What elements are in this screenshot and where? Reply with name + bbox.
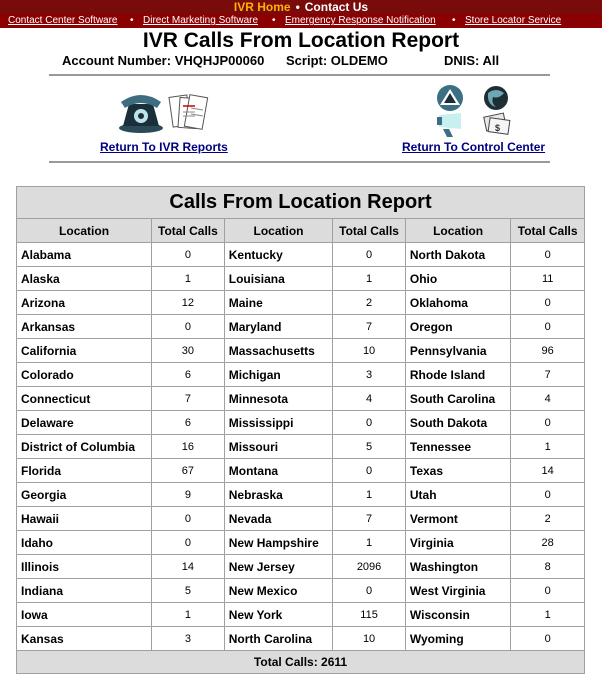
- globe-icon: [484, 86, 508, 110]
- dnis-value: All: [482, 53, 500, 68]
- location-cell: Illinois: [17, 555, 151, 578]
- ivr-reports-icons[interactable]: [117, 88, 211, 139]
- location-cell: Alabama: [17, 243, 151, 266]
- total-calls-cell: 7: [511, 363, 584, 386]
- total-calls-cell: 7: [333, 315, 405, 338]
- table-row: [17, 243, 584, 266]
- total-calls-cell: 2096: [333, 555, 405, 578]
- location-cell: Maine: [225, 291, 332, 314]
- svg-text:$: $: [495, 123, 501, 133]
- total-calls-cell: 11: [511, 267, 584, 290]
- total-calls-header: Total Calls: [333, 219, 405, 242]
- total-calls-cell: 9: [152, 483, 224, 506]
- total-calls-cell: 1: [333, 483, 405, 506]
- location-cell: New Jersey: [225, 555, 332, 578]
- total-calls-cell: 1: [333, 531, 405, 554]
- table-row: [17, 627, 584, 650]
- location-cell: Oklahoma: [406, 291, 510, 314]
- subnav-emergency-link[interactable]: [285, 14, 436, 28]
- control-center-icons[interactable]: [435, 85, 513, 142]
- location-cell: Virginia: [406, 531, 510, 554]
- location-header: Location: [406, 219, 510, 242]
- table-row: [17, 315, 584, 338]
- table-row: [17, 411, 584, 434]
- location-cell: Delaware: [17, 411, 151, 434]
- table-row: [17, 531, 584, 554]
- location-cell: Alaska: [17, 267, 151, 290]
- table-row: [17, 507, 584, 530]
- total-calls-cell: 67: [152, 459, 224, 482]
- table-row: [17, 555, 584, 578]
- divider-top: [49, 74, 550, 76]
- location-cell: Connecticut: [17, 387, 151, 410]
- location-cell: North Dakota: [406, 243, 510, 266]
- total-calls-cell: 4: [511, 387, 584, 410]
- script-label: Script:: [286, 53, 328, 68]
- location-cell: West Virginia: [406, 579, 510, 602]
- location-cell: Wisconsin: [406, 603, 510, 626]
- location-cell: Kentucky: [225, 243, 332, 266]
- dnis-info: [444, 53, 499, 68]
- script-value: OLDEMO: [330, 53, 388, 68]
- location-cell: Texas: [406, 459, 510, 482]
- subnav-separator: •: [130, 15, 134, 26]
- subnav-separator: •: [272, 15, 276, 26]
- location-cell: Tennessee: [406, 435, 510, 458]
- total-calls-cell: 10: [333, 627, 405, 650]
- table-row: [17, 483, 584, 506]
- subnav-link-text[interactable]: Contact Center Software: [8, 15, 118, 26]
- subnav-separator: •: [452, 15, 456, 26]
- total-calls-cell: 14: [152, 555, 224, 578]
- subnav-link-text[interactable]: Emergency Response Notification: [285, 15, 436, 26]
- subnav-link-text[interactable]: Direct Marketing Software: [143, 15, 259, 26]
- location-cell: Colorado: [17, 363, 151, 386]
- total-calls-cell: 12: [152, 291, 224, 314]
- table-row: [17, 579, 584, 602]
- location-cell: Nebraska: [225, 483, 332, 506]
- location-cell: Ohio: [406, 267, 510, 290]
- total-calls-cell: 2: [333, 291, 405, 314]
- total-calls-cell: 7: [152, 387, 224, 410]
- location-cell: Nevada: [225, 507, 332, 530]
- sub-nav-bar: [0, 14, 602, 28]
- total-calls-cell: 0: [511, 315, 584, 338]
- total-calls-cell: 0: [511, 627, 584, 650]
- location-cell: Missouri: [225, 435, 332, 458]
- location-cell: Vermont: [406, 507, 510, 530]
- total-calls-cell: 1: [152, 603, 224, 626]
- total-calls-cell: 0: [511, 243, 584, 266]
- account-number: [62, 53, 264, 68]
- total-calls-cell: 30: [152, 339, 224, 362]
- location-cell: Indiana: [17, 579, 151, 602]
- location-cell: North Carolina: [225, 627, 332, 650]
- report-title: Calls From Location Report: [17, 187, 584, 218]
- control-center-icon-group[interactable]: [435, 85, 513, 137]
- location-cell: California: [17, 339, 151, 362]
- location-cell: Iowa: [17, 603, 151, 626]
- location-cell: Michigan: [225, 363, 332, 386]
- total-calls-cell: 7: [333, 507, 405, 530]
- contact-us-link[interactable]: Contact Us: [304, 0, 369, 14]
- location-cell: Kansas: [17, 627, 151, 650]
- location-cell: Utah: [406, 483, 510, 506]
- total-calls-cell: 0: [333, 459, 405, 482]
- location-cell: New York: [225, 603, 332, 626]
- total-calls-cell: 0: [152, 315, 224, 338]
- total-calls-cell: 6: [152, 363, 224, 386]
- total-calls-header: Total Calls: [152, 219, 224, 242]
- total-calls-cell: 4: [333, 387, 405, 410]
- total-calls-cell: 6: [152, 411, 224, 434]
- total-calls-cell: 0: [152, 507, 224, 530]
- location-header: Location: [17, 219, 151, 242]
- return-control-center-link[interactable]: Return To Control Center: [402, 140, 546, 154]
- location-cell: Hawaii: [17, 507, 151, 530]
- total-calls-cell: 1: [511, 435, 584, 458]
- location-cell: Mississippi: [225, 411, 332, 434]
- return-ivr-reports-link[interactable]: Return To IVR Reports: [100, 140, 228, 154]
- total-calls-cell: 0: [333, 411, 405, 434]
- ivr-home-link[interactable]: IVR Home: [233, 0, 291, 14]
- megaphone-icon: [437, 113, 461, 137]
- total-calls-cell: 0: [333, 243, 405, 266]
- location-cell: District of Columbia: [17, 435, 151, 458]
- total-calls-cell: 0: [152, 243, 224, 266]
- total-calls-cell: 0: [511, 579, 584, 602]
- page-title: IVR Calls From Location Report: [142, 29, 460, 52]
- location-cell: New Hampshire: [225, 531, 332, 554]
- table-row: [17, 267, 584, 290]
- total-calls-cell: 0: [511, 483, 584, 506]
- subnav-contact-center-link[interactable]: [8, 14, 118, 28]
- table-row: [17, 603, 584, 626]
- location-cell: Oregon: [406, 315, 510, 338]
- account-label: Account Number:: [62, 53, 172, 68]
- total-calls-cell: 115: [333, 603, 405, 626]
- table-row: [17, 291, 584, 314]
- total-calls-header: Total Calls: [511, 219, 584, 242]
- location-header: Location: [225, 219, 332, 242]
- total-calls-cell: 0: [511, 411, 584, 434]
- account-value: VHQHJP00060: [174, 53, 265, 68]
- location-cell: Arkansas: [17, 315, 151, 338]
- report-body: [17, 243, 584, 650]
- total-calls-cell: 0: [333, 579, 405, 602]
- location-cell: South Carolina: [406, 387, 510, 410]
- location-cell: Washington: [406, 555, 510, 578]
- total-calls-cell: 8: [511, 555, 584, 578]
- reports-icon: [169, 95, 208, 130]
- script-info: [286, 53, 388, 68]
- location-cell: Wyoming: [406, 627, 510, 650]
- subnav-store-locator-link[interactable]: [465, 14, 561, 28]
- location-cell: Minnesota: [225, 387, 332, 410]
- total-calls-cell: 3: [152, 627, 224, 650]
- total-calls-cell: 28: [511, 531, 584, 554]
- location-cell: New Mexico: [225, 579, 332, 602]
- location-cell: Idaho: [17, 531, 151, 554]
- table-row: [17, 387, 584, 410]
- total-calls-cell: 10: [333, 339, 405, 362]
- location-cell: Maryland: [225, 315, 332, 338]
- total-calls-cell: 5: [152, 579, 224, 602]
- total-calls-cell: 1: [333, 267, 405, 290]
- calls-from-location-table: [16, 186, 585, 674]
- telephone-icon[interactable]: [117, 88, 211, 134]
- total-calls-cell: 96: [511, 339, 584, 362]
- total-calls-cell: 14: [511, 459, 584, 482]
- dnis-label: DNIS:: [444, 53, 480, 68]
- total-calls-cell: 16: [152, 435, 224, 458]
- subnav-direct-marketing-link[interactable]: [143, 14, 258, 28]
- total-calls-cell: 1: [152, 267, 224, 290]
- top-nav-bar: [0, 0, 602, 14]
- location-cell: South Dakota: [406, 411, 510, 434]
- total-calls-cell: 5: [333, 435, 405, 458]
- warning-triangle-icon: [437, 85, 463, 111]
- location-cell: Louisiana: [225, 267, 332, 290]
- total-calls-cell: 0: [511, 291, 584, 314]
- location-cell: Georgia: [17, 483, 151, 506]
- table-row: [17, 459, 584, 482]
- location-cell: Massachusetts: [225, 339, 332, 362]
- location-cell: Pennsylvania: [406, 339, 510, 362]
- money-icon: [484, 113, 510, 134]
- table-row: [17, 363, 584, 386]
- table-row: [17, 435, 584, 458]
- total-calls-cell: 1: [511, 603, 584, 626]
- location-cell: Rhode Island: [406, 363, 510, 386]
- nav-separator: •: [295, 0, 300, 14]
- total-calls-cell: 3: [333, 363, 405, 386]
- divider-bottom: [49, 161, 550, 163]
- total-calls-cell: 0: [152, 531, 224, 554]
- subnav-link-text[interactable]: Store Locator Service: [465, 15, 562, 26]
- location-cell: Montana: [225, 459, 332, 482]
- total-calls-footer: Total Calls: 2611: [17, 651, 584, 673]
- table-row: [17, 339, 584, 362]
- total-calls-cell: 2: [511, 507, 584, 530]
- location-cell: Arizona: [17, 291, 151, 314]
- location-cell: Florida: [17, 459, 151, 482]
